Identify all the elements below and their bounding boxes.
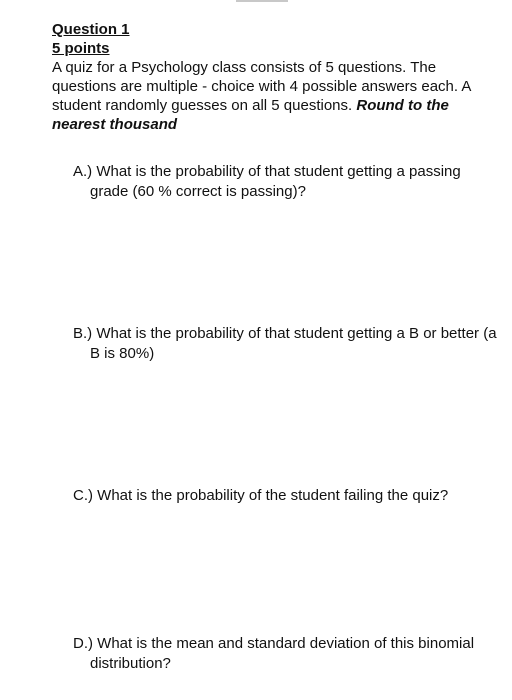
question-points: 5 points [52, 40, 110, 57]
part-a-question: A.) What is the probability of that student getting a passing grade (60 % correct is passing)? [73, 163, 461, 200]
top-divider [236, 0, 288, 2]
intro-emphasis: Round to the nearest thousand [52, 97, 449, 133]
part-c-question: C.) What is the probability of the student failing the quiz? [73, 487, 449, 504]
part-b-question: B.) What is the probability of that student getting a B or better (a B is 80%) [73, 325, 497, 362]
intro-text: A quiz for a Psychology class consists of 5 questions. The questions are multiple - choice with 4 possible answers each. A student randomly guesses on all 5 questions. [52, 59, 471, 114]
question-intro [52, 58, 482, 134]
question-block [52, 20, 482, 134]
question-title: Question 1 [52, 21, 130, 38]
part-d-question: D.) What is the mean and standard deviation of this binomial distribution? [73, 635, 475, 672]
